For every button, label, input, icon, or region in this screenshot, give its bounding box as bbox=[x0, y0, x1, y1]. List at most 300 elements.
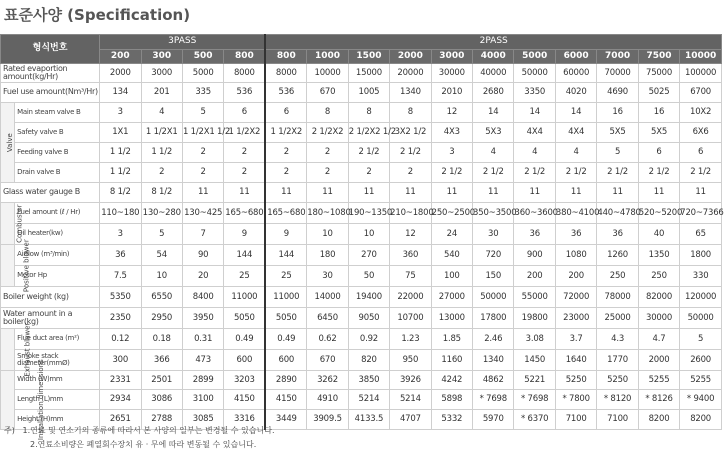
table-cell: 3203 bbox=[224, 371, 265, 390]
table-cell: 144 bbox=[265, 245, 306, 266]
table-cell: 50000 bbox=[514, 64, 555, 83]
table-cell: 19800 bbox=[514, 308, 555, 329]
table-row bbox=[1, 308, 722, 329]
table-cell: 2501 bbox=[141, 371, 182, 390]
table-cell: 4.3 bbox=[597, 329, 638, 350]
table-cell: 720 bbox=[473, 245, 514, 266]
table-cell: * 8126 bbox=[638, 390, 679, 410]
table-cell: 75000 bbox=[638, 64, 679, 83]
capacity-header-row bbox=[1, 50, 722, 64]
table-cell: 7100 bbox=[555, 410, 596, 430]
table-cell: 5221 bbox=[514, 371, 555, 390]
table-cell: 36 bbox=[100, 245, 141, 266]
table-cell: 8 1/2 bbox=[100, 183, 141, 203]
capacity-header: 4000 bbox=[473, 50, 514, 64]
table-cell: * 6370 bbox=[514, 410, 555, 430]
table-cell: 1 1/2X2 bbox=[265, 123, 306, 143]
table-cell: 0.31 bbox=[182, 329, 223, 350]
table-cell: 7100 bbox=[597, 410, 638, 430]
table-cell: 8200 bbox=[680, 410, 722, 430]
table-cell: 50 bbox=[348, 266, 389, 287]
table-cell: 14000 bbox=[307, 287, 348, 308]
table-cell: 536 bbox=[224, 83, 265, 103]
table-cell: 200 bbox=[555, 266, 596, 287]
table-cell: 2 bbox=[182, 143, 223, 163]
table-cell: 8000 bbox=[265, 64, 306, 83]
row-label: Drain valve B bbox=[15, 163, 100, 183]
table-cell: 150 bbox=[473, 266, 514, 287]
table-cell: 2680 bbox=[473, 83, 514, 103]
group-3pass-header: 3PASS bbox=[100, 35, 266, 50]
table-cell: 1640 bbox=[555, 350, 596, 371]
table-cell: 1.23 bbox=[390, 329, 431, 350]
table-cell: 5214 bbox=[390, 390, 431, 410]
row-label: Flue duct area (m²) bbox=[15, 329, 100, 350]
capacity-header: 200 bbox=[100, 50, 141, 64]
table-cell: 4X3 bbox=[431, 123, 472, 143]
table-cell: 134 bbox=[100, 83, 141, 103]
table-cell: 4 bbox=[473, 143, 514, 163]
table-cell: 5050 bbox=[224, 308, 265, 329]
table-cell: 4150 bbox=[265, 390, 306, 410]
table-cell: 2651 bbox=[100, 410, 141, 430]
table-cell: 1770 bbox=[597, 350, 638, 371]
table-cell: 2000 bbox=[638, 350, 679, 371]
table-cell: 82000 bbox=[638, 287, 679, 308]
table-cell: 7 bbox=[182, 224, 223, 245]
table-cell: 3 bbox=[100, 103, 141, 123]
table-row bbox=[1, 183, 722, 203]
table-cell: 11 bbox=[431, 183, 472, 203]
table-cell: 165~680 bbox=[224, 203, 265, 224]
table-cell: 270 bbox=[348, 245, 389, 266]
capacity-header: 300 bbox=[141, 50, 182, 64]
row-group-label bbox=[1, 203, 24, 245]
table-cell: 25000 bbox=[597, 308, 638, 329]
table-cell: 1800 bbox=[680, 245, 722, 266]
table-cell: * 7698 bbox=[514, 390, 555, 410]
table-cell: 1340 bbox=[390, 83, 431, 103]
footnote-prefix: 주) bbox=[4, 426, 15, 435]
table-cell: 3X2 1/2 bbox=[390, 123, 431, 143]
capacity-header: 1500 bbox=[348, 50, 389, 64]
capacity-header: 800 bbox=[265, 50, 306, 64]
table-cell: 3850 bbox=[348, 371, 389, 390]
table-cell: 6X6 bbox=[680, 123, 722, 143]
table-cell: 5255 bbox=[680, 371, 722, 390]
table-cell: 4 bbox=[141, 103, 182, 123]
table-cell: 300 bbox=[100, 350, 141, 371]
row-group-label bbox=[1, 103, 15, 183]
table-cell: 2788 bbox=[141, 410, 182, 430]
table-cell: 4.7 bbox=[638, 329, 679, 350]
table-cell: 5250 bbox=[555, 371, 596, 390]
table-cell: 1450 bbox=[514, 350, 555, 371]
table-cell: 600 bbox=[265, 350, 306, 371]
table-cell: 6 bbox=[638, 143, 679, 163]
table-cell: 6 bbox=[265, 103, 306, 123]
row-label: Water amount in a boiler(kg) bbox=[1, 308, 100, 329]
table-cell: 900 bbox=[514, 245, 555, 266]
table-cell: 55000 bbox=[514, 287, 555, 308]
row-group-text: Positive blower bbox=[22, 239, 31, 292]
table-cell: 10X2 bbox=[680, 103, 722, 123]
table-cell: 2 1/2 bbox=[473, 163, 514, 183]
table-cell: 11 bbox=[597, 183, 638, 203]
table-cell: 2 1/2X2 bbox=[307, 123, 348, 143]
table-cell: 360~3600 bbox=[514, 203, 555, 224]
table-row bbox=[1, 83, 722, 103]
table-cell: 11 bbox=[307, 183, 348, 203]
table-cell: 12 bbox=[431, 103, 472, 123]
footnote-text: 2.연료소비량은 폐열회수장치 유 · 무에 따라 변동될 수 있습니다. bbox=[30, 440, 257, 449]
table-cell: 540 bbox=[431, 245, 472, 266]
table-cell: 1 1/2 bbox=[100, 143, 141, 163]
table-cell: 19400 bbox=[348, 287, 389, 308]
table-cell: 536 bbox=[265, 83, 306, 103]
table-cell: 11 bbox=[473, 183, 514, 203]
table-cell: 670 bbox=[307, 350, 348, 371]
table-cell: 30000 bbox=[638, 308, 679, 329]
row-label: Rated evaportion amount(kg/Hr) bbox=[1, 64, 100, 83]
row-label: Fuel amount (ℓ / Hr) bbox=[15, 203, 100, 224]
table-cell: 15000 bbox=[348, 64, 389, 83]
table-cell: 2 bbox=[224, 143, 265, 163]
capacity-header: 7000 bbox=[597, 50, 638, 64]
table-cell: 3449 bbox=[265, 410, 306, 430]
table-cell: 250 bbox=[597, 266, 638, 287]
table-cell: 8 bbox=[307, 103, 348, 123]
table-cell: 3 bbox=[431, 143, 472, 163]
table-cell: 4020 bbox=[555, 83, 596, 103]
table-cell: 1 1/2X1 bbox=[141, 123, 182, 143]
table-cell: 2600 bbox=[680, 350, 722, 371]
table-cell: 2 1/2X2 1/2 bbox=[348, 123, 389, 143]
row-label: Airflow (m³/min) bbox=[15, 245, 100, 266]
table-cell: 13000 bbox=[431, 308, 472, 329]
table-cell: 0.49 bbox=[224, 329, 265, 350]
table-cell: 1340 bbox=[473, 350, 514, 371]
table-cell: 10 bbox=[141, 266, 182, 287]
table-cell: 30000 bbox=[431, 64, 472, 83]
table-cell: 1.85 bbox=[431, 329, 472, 350]
footnote-text: 1.연료 및 연소기의 종류에 따라서 본 사양의 일부는 변경될 수 있습니다. bbox=[22, 426, 275, 435]
capacity-header: 500 bbox=[182, 50, 223, 64]
table-cell: 0.92 bbox=[348, 329, 389, 350]
table-cell: 72000 bbox=[555, 287, 596, 308]
table-row bbox=[1, 266, 722, 287]
table-cell: 2 bbox=[224, 163, 265, 183]
header-group-row bbox=[1, 35, 722, 50]
table-cell: 2 bbox=[307, 143, 348, 163]
table-cell: 380~4100 bbox=[555, 203, 596, 224]
table-cell: 8 bbox=[390, 103, 431, 123]
table-cell: 5000 bbox=[182, 64, 223, 83]
table-cell: 4133.5 bbox=[348, 410, 389, 430]
table-cell: 3350 bbox=[514, 83, 555, 103]
table-cell: 1080 bbox=[555, 245, 596, 266]
table-cell: 4242 bbox=[431, 371, 472, 390]
table-cell: 2 bbox=[141, 163, 182, 183]
table-cell: 165~680 bbox=[265, 203, 306, 224]
table-cell: 1 1/2X1 1/2 bbox=[182, 123, 223, 143]
table-cell: 3909.5 bbox=[307, 410, 348, 430]
table-cell: 2934 bbox=[100, 390, 141, 410]
row-label: Glass water gauge B bbox=[1, 183, 100, 203]
row-label: Boiler weight (kg) bbox=[1, 287, 100, 308]
table-cell: 24 bbox=[431, 224, 472, 245]
row-label: Width (W)mm bbox=[15, 371, 100, 390]
table-cell: 90 bbox=[182, 245, 223, 266]
table-cell: 4910 bbox=[307, 390, 348, 410]
table-cell: 3 bbox=[100, 224, 141, 245]
table-cell: 8 bbox=[348, 103, 389, 123]
table-cell: 180 bbox=[307, 245, 348, 266]
row-group-text: Installation dimensions bbox=[36, 359, 45, 441]
row-label: Oil heater(kw) bbox=[15, 224, 100, 245]
table-row bbox=[1, 350, 722, 371]
table-cell: * 8120 bbox=[597, 390, 638, 410]
table-cell: 2 1/2 bbox=[431, 163, 472, 183]
table-cell: 11 bbox=[265, 183, 306, 203]
table-cell: 2350 bbox=[100, 308, 141, 329]
table-cell: 2899 bbox=[182, 371, 223, 390]
table-cell: 180~1080 bbox=[307, 203, 348, 224]
table-cell: 2.46 bbox=[473, 329, 514, 350]
table-cell: 11 bbox=[182, 183, 223, 203]
table-cell: 0.18 bbox=[141, 329, 182, 350]
table-cell: 820 bbox=[348, 350, 389, 371]
table-cell: 5X3 bbox=[473, 123, 514, 143]
table-cell: 5 bbox=[680, 329, 722, 350]
table-cell: 2 bbox=[182, 163, 223, 183]
table-cell: 200 bbox=[514, 266, 555, 287]
table-cell: 6 bbox=[680, 143, 722, 163]
capacity-header: 7500 bbox=[638, 50, 679, 64]
table-cell: 11 bbox=[555, 183, 596, 203]
row-label: Fuel use amount(Nm³/Hr) bbox=[1, 83, 100, 103]
table-cell: 5970 bbox=[473, 410, 514, 430]
table-cell: 210~1800 bbox=[390, 203, 431, 224]
table-cell: 11000 bbox=[224, 287, 265, 308]
table-cell: 2331 bbox=[100, 371, 141, 390]
table-cell: 5898 bbox=[431, 390, 472, 410]
table-row bbox=[1, 287, 722, 308]
table-cell: 40000 bbox=[473, 64, 514, 83]
table-cell: 70000 bbox=[597, 64, 638, 83]
table-cell: 4X4 bbox=[514, 123, 555, 143]
table-cell: 360 bbox=[390, 245, 431, 266]
table-cell: 4 bbox=[555, 143, 596, 163]
table-cell: 5X5 bbox=[597, 123, 638, 143]
table-cell: 12 bbox=[390, 224, 431, 245]
table-cell: 8000 bbox=[224, 64, 265, 83]
table-cell: 14 bbox=[514, 103, 555, 123]
table-cell: 330 bbox=[680, 266, 722, 287]
table-cell: 201 bbox=[141, 83, 182, 103]
table-cell: 1 1/2 bbox=[100, 163, 141, 183]
row-label: Safety valve B bbox=[15, 123, 100, 143]
table-cell: 144 bbox=[224, 245, 265, 266]
table-row bbox=[1, 123, 722, 143]
table-cell: 8400 bbox=[182, 287, 223, 308]
table-cell: 16 bbox=[638, 103, 679, 123]
table-cell: 11 bbox=[390, 183, 431, 203]
table-cell: 190~1350 bbox=[348, 203, 389, 224]
table-cell: 50000 bbox=[473, 287, 514, 308]
table-cell: 0.62 bbox=[307, 329, 348, 350]
table-cell: 36 bbox=[514, 224, 555, 245]
footnote-line bbox=[4, 424, 275, 438]
table-cell: 3.7 bbox=[555, 329, 596, 350]
table-cell: 6700 bbox=[680, 83, 722, 103]
table-cell: 11 bbox=[514, 183, 555, 203]
table-cell: * 7698 bbox=[473, 390, 514, 410]
table-cell: 670 bbox=[307, 83, 348, 103]
table-cell: 65 bbox=[680, 224, 722, 245]
row-group-text: Combustor bbox=[15, 204, 24, 243]
table-cell: 54 bbox=[141, 245, 182, 266]
table-cell: 100 bbox=[431, 266, 472, 287]
table-cell: 2000 bbox=[100, 64, 141, 83]
table-cell: 3086 bbox=[141, 390, 182, 410]
table-cell: 950 bbox=[390, 350, 431, 371]
row-group-text: Valve bbox=[5, 133, 14, 152]
table-cell: 100000 bbox=[680, 64, 722, 83]
table-cell: 335 bbox=[182, 83, 223, 103]
table-cell: 3085 bbox=[182, 410, 223, 430]
capacity-header: 1000 bbox=[307, 50, 348, 64]
table-row bbox=[1, 103, 722, 123]
table-cell: 2 bbox=[265, 163, 306, 183]
table-row bbox=[1, 329, 722, 350]
table-cell: 3926 bbox=[390, 371, 431, 390]
model-header: 형식번호 bbox=[1, 35, 100, 64]
table-cell: 30 bbox=[473, 224, 514, 245]
footnotes bbox=[4, 424, 275, 452]
table-row bbox=[1, 371, 722, 390]
table-cell: 1005 bbox=[348, 83, 389, 103]
table-cell: 50000 bbox=[680, 308, 722, 329]
table-cell: 1260 bbox=[597, 245, 638, 266]
table-cell: 8200 bbox=[638, 410, 679, 430]
table-cell: 5332 bbox=[431, 410, 472, 430]
table-row bbox=[1, 64, 722, 83]
table-cell: 10 bbox=[348, 224, 389, 245]
capacity-header: 6000 bbox=[555, 50, 596, 64]
table-cell: 5214 bbox=[348, 390, 389, 410]
table-cell: 6450 bbox=[307, 308, 348, 329]
table-cell: 10000 bbox=[307, 64, 348, 83]
table-cell: 10700 bbox=[390, 308, 431, 329]
table-cell: 120000 bbox=[680, 287, 722, 308]
capacity-header: 5000 bbox=[514, 50, 555, 64]
table-cell: 2 1/2 bbox=[555, 163, 596, 183]
table-cell: 8 1/2 bbox=[141, 183, 182, 203]
table-cell: 9050 bbox=[348, 308, 389, 329]
footnote-line bbox=[4, 438, 275, 452]
table-cell: 2890 bbox=[265, 371, 306, 390]
table-cell: 14 bbox=[473, 103, 514, 123]
table-cell: 1 1/2 bbox=[141, 143, 182, 163]
row-group-text: Exhaust blower bbox=[23, 322, 32, 377]
table-cell: 36 bbox=[597, 224, 638, 245]
table-cell: 1160 bbox=[431, 350, 472, 371]
table-cell: 17800 bbox=[473, 308, 514, 329]
table-cell: 20 bbox=[182, 266, 223, 287]
table-cell: 2 1/2 bbox=[597, 163, 638, 183]
table-cell: 2 bbox=[348, 163, 389, 183]
table-cell: 5050 bbox=[265, 308, 306, 329]
table-cell: 110~180 bbox=[100, 203, 141, 224]
table-cell: 2 1/2 bbox=[390, 143, 431, 163]
page-title: 표준사양 (Specification) bbox=[4, 6, 191, 24]
row-label: Height (H)mm bbox=[15, 410, 100, 430]
table-cell: 600 bbox=[224, 350, 265, 371]
table-cell: 4862 bbox=[473, 371, 514, 390]
table-cell: 22000 bbox=[390, 287, 431, 308]
table-cell: 14 bbox=[555, 103, 596, 123]
table-cell: 6550 bbox=[141, 287, 182, 308]
row-label: Motor Hp bbox=[15, 266, 100, 287]
table-cell: 16 bbox=[597, 103, 638, 123]
table-cell: 75 bbox=[390, 266, 431, 287]
table-cell: 78000 bbox=[597, 287, 638, 308]
table-cell: 3000 bbox=[141, 64, 182, 83]
table-cell: * 9400 bbox=[680, 390, 722, 410]
table-row bbox=[1, 203, 722, 224]
table-cell: 27000 bbox=[431, 287, 472, 308]
table-cell: 3.08 bbox=[514, 329, 555, 350]
table-cell: 5350 bbox=[100, 287, 141, 308]
table-cell: 4690 bbox=[597, 83, 638, 103]
table-cell: 60000 bbox=[555, 64, 596, 83]
table-cell: 20000 bbox=[390, 64, 431, 83]
table-row bbox=[1, 390, 722, 410]
table-cell: 7.5 bbox=[100, 266, 141, 287]
table-cell: 2010 bbox=[431, 83, 472, 103]
table-cell: 2 bbox=[307, 163, 348, 183]
capacity-header: 3000 bbox=[431, 50, 472, 64]
table-cell: 1350 bbox=[638, 245, 679, 266]
table-cell: 25 bbox=[224, 266, 265, 287]
table-cell: 5025 bbox=[638, 83, 679, 103]
table-row bbox=[1, 143, 722, 163]
table-cell: 10 bbox=[307, 224, 348, 245]
table-cell: 2 1/2 bbox=[514, 163, 555, 183]
table-row bbox=[1, 163, 722, 183]
table-cell: 36 bbox=[555, 224, 596, 245]
table-cell: 11000 bbox=[265, 287, 306, 308]
table-cell: 11 bbox=[638, 183, 679, 203]
table-cell: 9 bbox=[265, 224, 306, 245]
table-row bbox=[1, 245, 722, 266]
table-cell: 2 bbox=[390, 163, 431, 183]
table-cell: 5 bbox=[141, 224, 182, 245]
group-2pass-header: 2PASS bbox=[265, 35, 721, 50]
table-cell: 5 bbox=[182, 103, 223, 123]
table-cell: 2 1/2 bbox=[348, 143, 389, 163]
table-cell: 0.49 bbox=[265, 329, 306, 350]
table-cell: 130~425 bbox=[182, 203, 223, 224]
capacity-header: 800 bbox=[224, 50, 265, 64]
table-cell: 2 1/2 bbox=[638, 163, 679, 183]
table-cell: 30 bbox=[307, 266, 348, 287]
capacity-header: 10000 bbox=[680, 50, 722, 64]
table-cell: 9 bbox=[224, 224, 265, 245]
row-label: Feeding valve B bbox=[15, 143, 100, 163]
table-cell: 11 bbox=[680, 183, 722, 203]
